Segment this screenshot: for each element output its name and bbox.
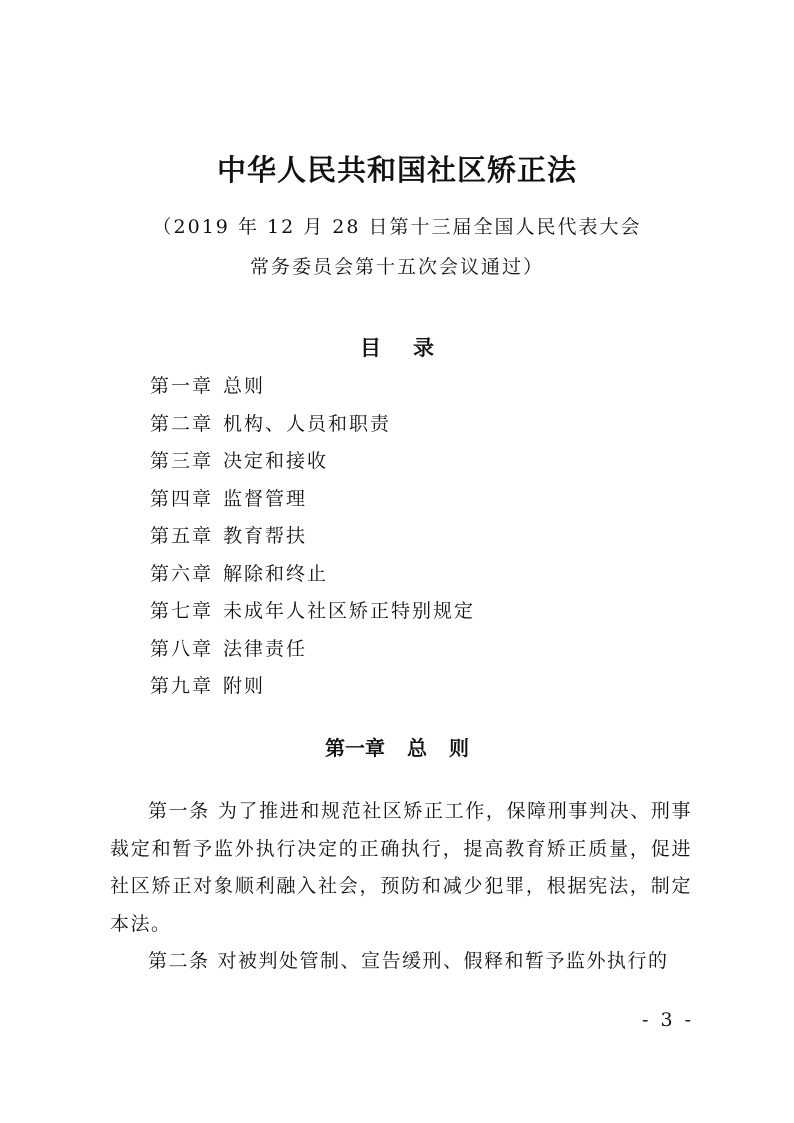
toc-item — [150, 368, 475, 406]
toc-heading-char-1: 目 — [360, 336, 381, 360]
toc-item-name: 决定和接收 — [223, 450, 329, 472]
toc-item-name: 法律责任 — [223, 637, 308, 660]
article-text: 对被判处管制、宣告缓刑、假释和暂予监外执行的 — [217, 950, 669, 972]
toc-item-number: 第六章 — [150, 562, 214, 585]
toc-item — [150, 556, 475, 594]
toc-item-number: 第九章 — [150, 675, 214, 697]
toc-item — [150, 593, 475, 631]
toc-item-name: 总则 — [223, 375, 266, 397]
toc-item-name: 机构、人员和职责 — [223, 412, 392, 435]
toc-item-number: 第五章 — [150, 525, 214, 547]
toc-item-number: 第四章 — [150, 487, 214, 510]
toc-item — [150, 481, 475, 519]
chapter-heading — [0, 733, 794, 763]
toc-item-number: 第三章 — [150, 450, 214, 472]
chapter-number: 第一章 — [325, 736, 385, 760]
toc-item-name: 附则 — [223, 675, 266, 697]
toc-item-name: 未成年人社区矫正特别规定 — [223, 600, 476, 622]
toc-item — [150, 406, 475, 444]
article-1 — [110, 793, 692, 943]
article-2 — [110, 943, 692, 981]
document-title: 中华人民共和国社区矫正法 — [216, 153, 577, 187]
toc-item — [150, 668, 475, 706]
chapter-name-char-1: 总 — [407, 736, 427, 760]
toc-item — [150, 518, 475, 556]
toc-item-number: 第八章 — [150, 637, 214, 660]
toc-heading — [0, 333, 794, 363]
table-of-contents — [150, 368, 475, 706]
toc-item-number: 第二章 — [150, 412, 214, 435]
toc-item-number: 第七章 — [150, 600, 214, 622]
toc-item-name: 解除和终止 — [223, 562, 329, 585]
chapter-name-char-2: 则 — [449, 736, 469, 760]
toc-item-name: 教育帮扶 — [223, 525, 308, 547]
toc-heading-char-2: 录 — [413, 336, 434, 360]
toc-item-name: 监督管理 — [223, 487, 308, 510]
page-number: - 3 - — [641, 1009, 694, 1031]
toc-item — [150, 443, 475, 481]
article-text: 为了推进和规范社区矫正工作，保障刑事判决、刑事裁定和暂予监外执行决定的正确执行，提高教育矫正质量，促进社区矫正对象顺利融入社会，预防和减少犯罪，根据宪法，制定本法。 — [110, 800, 692, 935]
subtitle-line-1: （2019 年 12 月 28 日第十三届全国人民代表大会 — [152, 216, 642, 238]
article-label: 第二条 — [148, 950, 210, 972]
subtitle-line-2: 常务委员会第十五次会议通过） — [249, 256, 544, 278]
article-label: 第一条 — [148, 800, 210, 822]
toc-item-number: 第一章 — [150, 375, 214, 397]
toc-item — [150, 631, 475, 669]
